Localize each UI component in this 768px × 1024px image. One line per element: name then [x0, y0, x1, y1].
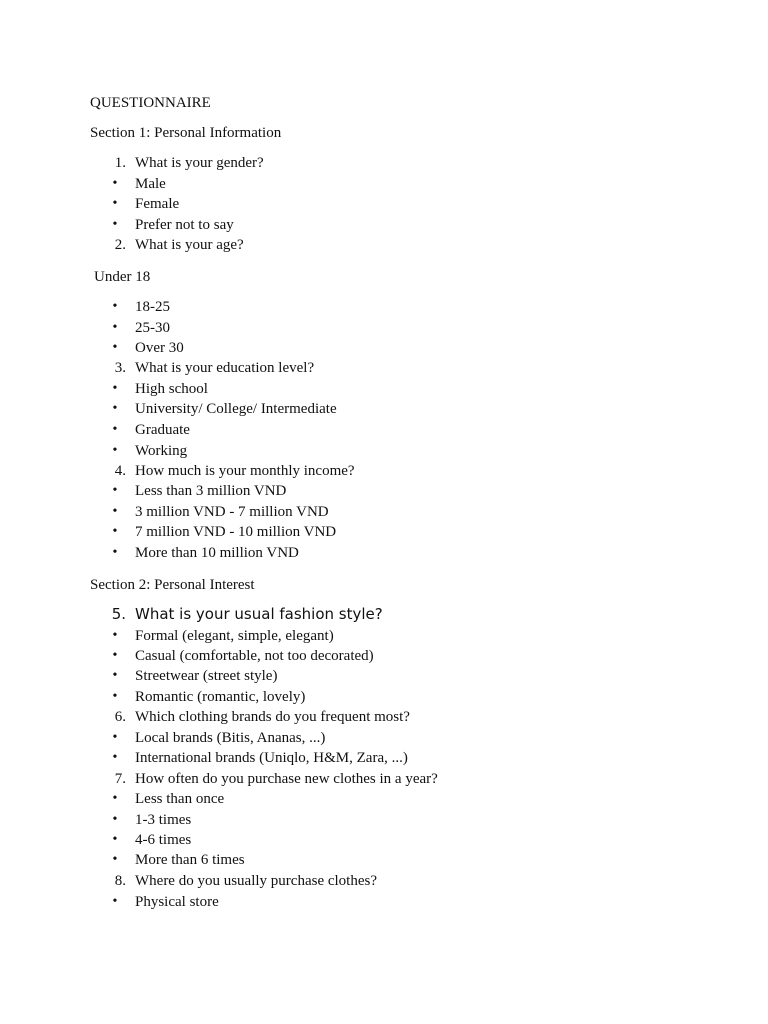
option-text: 1-3 times — [135, 812, 192, 828]
bullet-icon: • — [112, 852, 118, 867]
question-text: What is your gender? — [135, 155, 264, 171]
bullet-icon: • — [112, 524, 118, 539]
question-number: 7. — [114, 771, 126, 787]
section-heading-personal-interest: Section 2: Personal Interest — [90, 577, 255, 593]
question-5 — [0, 604, 768, 624]
question-7 — [0, 769, 768, 789]
option-text: 3 million VND - 7 million VND — [135, 504, 329, 520]
option-item — [0, 338, 768, 358]
bullet-icon: • — [112, 791, 118, 806]
option-text: Less than 3 million VND — [135, 483, 287, 499]
option-text: International brands (Uniqlo, H&M, Zara, ...) — [135, 750, 408, 766]
bullet-icon: • — [112, 628, 118, 643]
bullet-icon: • — [112, 483, 118, 498]
question-2 — [0, 235, 768, 255]
question-number: 6. — [114, 709, 126, 725]
option-item — [0, 830, 768, 850]
bullet-icon: • — [112, 689, 118, 704]
option-text: 4-6 times — [135, 832, 192, 848]
option-item — [0, 379, 768, 399]
option-text: Romantic (romantic, lovely) — [135, 689, 306, 705]
question-number: 2. — [114, 237, 126, 253]
option-text: Graduate — [135, 422, 190, 438]
bullet-icon: • — [112, 894, 118, 909]
section-heading-personal-information: Section 1: Personal Information — [90, 125, 282, 141]
question-text: How often do you purchase new clothes in a year? — [135, 771, 438, 787]
option-item — [0, 522, 768, 542]
option-item — [0, 441, 768, 461]
option-item — [0, 748, 768, 768]
question-8 — [0, 871, 768, 891]
bullet-icon: • — [112, 299, 118, 314]
bullet-icon: • — [112, 381, 118, 396]
bullet-icon: • — [112, 340, 118, 355]
option-item — [0, 626, 768, 646]
option-text: Physical store — [135, 894, 219, 910]
option-text: More than 10 million VND — [135, 545, 299, 561]
bullet-icon: • — [112, 401, 118, 416]
bullet-icon: • — [112, 422, 118, 437]
option-item — [0, 318, 768, 338]
question-number: 5. — [111, 605, 126, 623]
question-text: How much is your monthly income? — [135, 463, 355, 479]
option-item — [0, 297, 768, 317]
option-item — [0, 850, 768, 870]
option-item — [0, 728, 768, 748]
question-text: Which clothing brands do you frequent most? — [135, 709, 410, 725]
question-number: 4. — [114, 463, 126, 479]
bullet-icon: • — [112, 545, 118, 560]
bullet-icon: • — [112, 176, 118, 191]
option-text: Streetwear (street style) — [135, 668, 278, 684]
option-item — [0, 646, 768, 666]
option-text: Male — [135, 176, 166, 192]
bullet-icon: • — [112, 832, 118, 847]
option-text: Less than once — [135, 791, 225, 807]
option-item — [0, 892, 768, 912]
option-item — [0, 194, 768, 214]
question-number: 3. — [114, 360, 126, 376]
bullet-icon: • — [112, 320, 118, 335]
option-item — [0, 215, 768, 235]
bullet-icon: • — [112, 668, 118, 683]
option-item — [0, 174, 768, 194]
option-text: Working — [135, 443, 188, 459]
question-text: What is your usual fashion style? — [135, 605, 383, 623]
option-text: High school — [135, 381, 208, 397]
option-text: Prefer not to say — [135, 217, 234, 233]
option-text: 25-30 — [135, 320, 170, 336]
option-text: 18-25 — [135, 299, 170, 315]
stray-option-text: Under 18 — [94, 269, 151, 285]
document-title: QUESTIONNAIRE — [90, 95, 211, 111]
option-item — [0, 481, 768, 501]
question-number: 1. — [114, 155, 126, 171]
option-item — [0, 687, 768, 707]
option-item — [0, 810, 768, 830]
option-text: Casual (comfortable, not too decorated) — [135, 648, 374, 664]
option-text: More than 6 times — [135, 852, 245, 868]
option-text: University/ College/ Intermediate — [135, 401, 337, 417]
option-item — [0, 399, 768, 419]
question-6 — [0, 707, 768, 727]
question-4 — [0, 461, 768, 481]
bullet-icon: • — [112, 217, 118, 232]
question-3 — [0, 358, 768, 378]
option-text: Formal (elegant, simple, elegant) — [135, 628, 334, 644]
option-item — [0, 502, 768, 522]
question-text: What is your age? — [135, 237, 244, 253]
bullet-icon: • — [112, 504, 118, 519]
option-text: Local brands (Bitis, Ananas, ...) — [135, 730, 326, 746]
question-text: What is your education level? — [135, 360, 315, 376]
bullet-icon: • — [112, 196, 118, 211]
bullet-icon: • — [112, 730, 118, 745]
option-item — [0, 666, 768, 686]
question-number: 8. — [114, 873, 126, 889]
option-text: 7 million VND - 10 million VND — [135, 524, 337, 540]
bullet-icon: • — [112, 648, 118, 663]
question-1 — [0, 153, 768, 173]
question-text: Where do you usually purchase clothes? — [135, 873, 377, 889]
option-text: Over 30 — [135, 340, 184, 356]
option-item — [0, 543, 768, 563]
bullet-icon: • — [112, 750, 118, 765]
option-item — [0, 420, 768, 440]
bullet-icon: • — [112, 812, 118, 827]
bullet-icon: • — [112, 443, 118, 458]
option-text: Female — [135, 196, 180, 212]
option-item — [0, 789, 768, 809]
